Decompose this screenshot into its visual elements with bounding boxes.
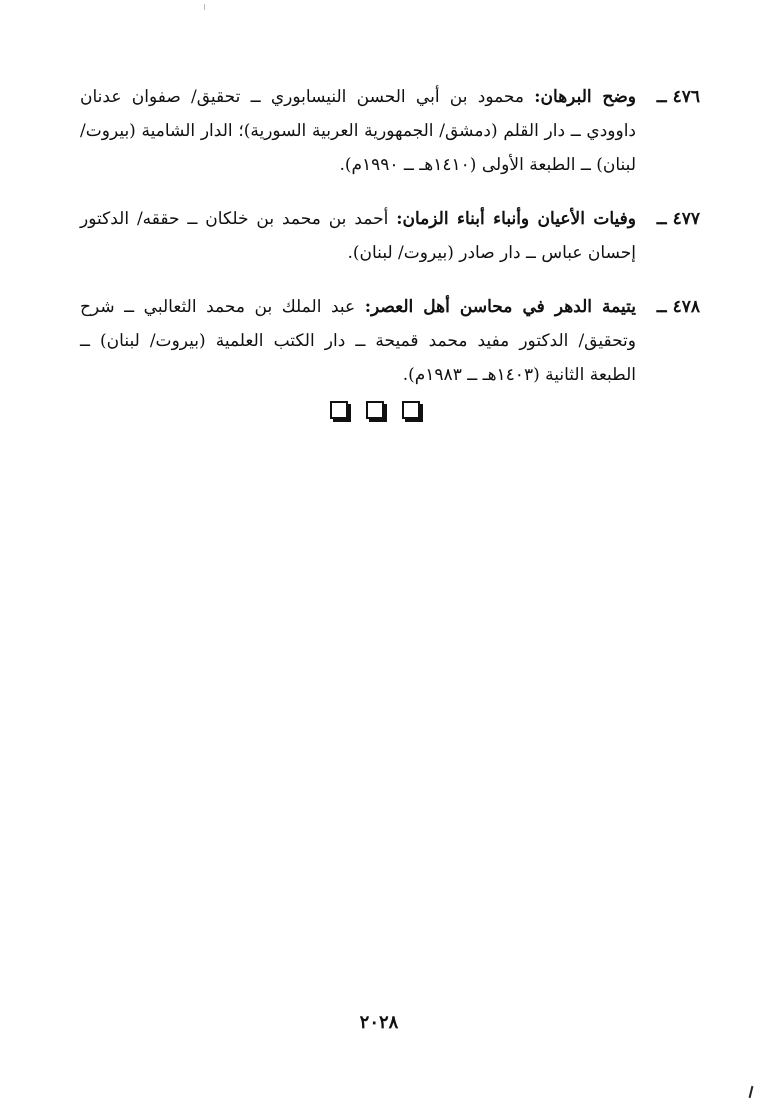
page-number: ٢٠٢٨ <box>359 1012 399 1033</box>
bibliography-entry-476 <box>80 80 700 182</box>
square-ornament-icon <box>366 401 384 419</box>
section-end-ornament <box>330 398 420 422</box>
entry-number: ٤٧٧ ــ <box>656 209 700 229</box>
entry-text <box>80 202 636 270</box>
square-ornament-icon <box>402 401 420 419</box>
bibliography-entry-478 <box>80 290 700 392</box>
scan-mark <box>749 1086 754 1098</box>
scan-mark <box>204 4 205 10</box>
entry-number: ٤٧٨ ــ <box>656 297 700 317</box>
entry-text <box>80 80 636 182</box>
square-ornament-icon <box>330 401 348 419</box>
entry-text <box>80 290 636 392</box>
entry-title: يتيمة الدهر في محاسن أهل العصر: <box>364 297 636 317</box>
bibliography-list <box>80 80 700 412</box>
entry-title: وفيات الأعيان وأنباء أبناء الزمان: <box>396 209 636 229</box>
entry-title: وضح البرهان: <box>534 87 636 107</box>
entry-body: محمود بن أبي الحسن النيسابوري ــ تحقيق/ صفوان عدنان داوودي ــ دار القلم (دمشق/ الجمهورية العربية السورية)؛ الدار الشامية (بيروت/ لبنان) ــ الطبعة الأولى (١٤١٠هـ ــ ١٩٩٠م). <box>80 87 636 175</box>
entry-body: عبد الملك بن محمد الثعالبي ــ شرح وتحقيق/ الدكتور مفيد محمد قميحة ــ دار الكتب العلمية (بيروت/ لبنان) ــ الطبعة الثانية (١٤٠٣هـ ــ ١٩٨٣م). <box>80 297 636 385</box>
bibliography-entry-477 <box>80 202 700 270</box>
entry-body: أحمد بن محمد بن خلكان ــ حققه/ الدكتور إحسان عباس ــ دار صادر (بيروت/ لبنان). <box>80 209 636 263</box>
entry-number: ٤٧٦ ــ <box>656 87 700 107</box>
